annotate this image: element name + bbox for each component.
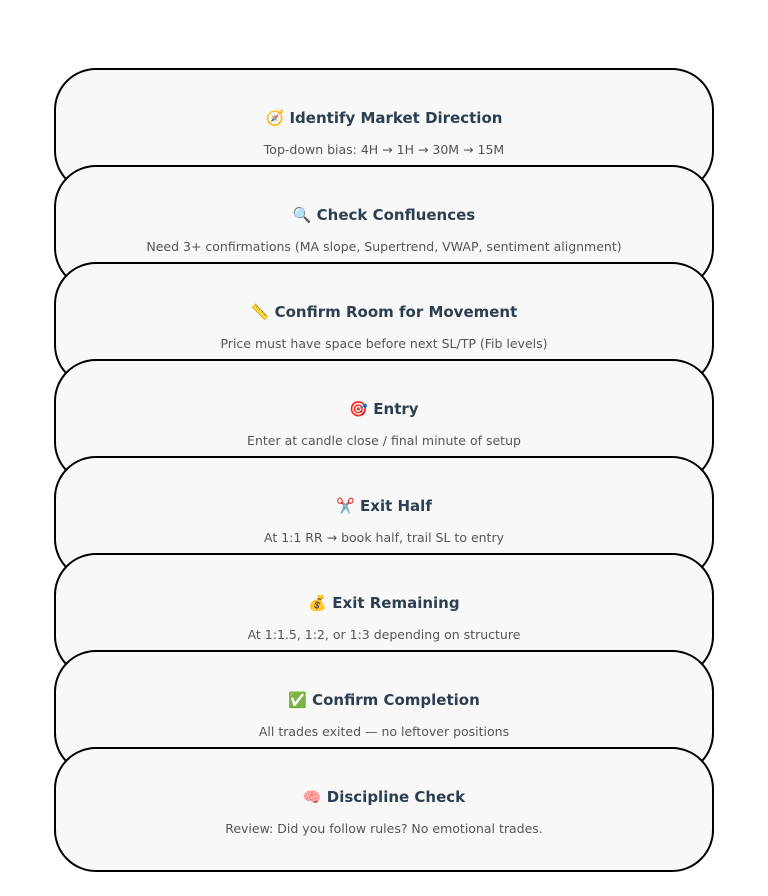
step-discipline-check [54,747,714,872]
step-description: At 1:1 RR → book half, trail SL to entry [264,530,504,545]
step-description: Need 3+ confirmations (MA slope, Supertrend, VWAP, sentiment alignment) [146,239,622,254]
step-title: 🎯 Entry [349,400,419,418]
step-title: 🔍 Check Confluences [292,206,476,224]
step-description: Top-down bias: 4H → 1H → 30M → 15M [263,142,505,157]
step-description: Review: Did you follow rules? No emotional trades. [225,821,543,836]
step-description: At 1:1.5, 1:2, or 1:3 depending on structure [247,627,521,642]
step-description: Price must have space before next SL/TP (Fib levels) [220,336,548,351]
step-title: 💰 Exit Remaining [308,594,460,612]
step-title: ✅ Confirm Completion [288,691,480,709]
step-title: ✂️ Exit Half [336,497,432,515]
step-description: All trades exited — no leftover positions [258,724,510,739]
step-title: 🧠 Discipline Check [302,788,466,806]
step-title: 🧭 Identify Market Direction [265,109,503,127]
step-title: 📏 Confirm Room for Movement [250,303,518,321]
step-description: Enter at candle close / final minute of setup [247,433,521,448]
